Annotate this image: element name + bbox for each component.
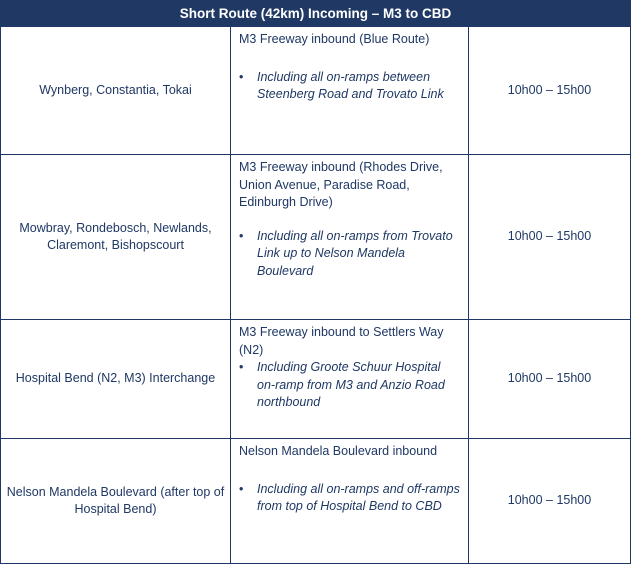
route-cell	[231, 439, 469, 564]
route-note-text: Including all on-ramps between Steenberg Road and Trovato Link	[257, 69, 444, 101]
route-name: M3 Freeway inbound (Blue Route)	[239, 32, 430, 46]
time-cell: 10h00 – 15h00	[469, 439, 631, 564]
table-row	[1, 155, 631, 320]
bullet-icon: •	[239, 360, 244, 374]
area-cell: Nelson Mandela Boulevard (after top of Hospital Bend)	[1, 439, 231, 564]
bullet-icon: •	[239, 481, 244, 496]
route-name: M3 Freeway inbound to Settlers Way (N2)	[239, 325, 444, 357]
route-note	[239, 228, 460, 281]
bullet-icon: •	[239, 228, 244, 243]
area-cell: Wynberg, Constantia, Tokai	[1, 27, 231, 155]
route-cell	[231, 320, 469, 439]
time-cell: 10h00 – 15h00	[469, 155, 631, 320]
route-note-text: Including Groote Schuur Hospital on-ramp from M3 and Anzio Road northbound	[257, 360, 445, 409]
route-note-text: Including all on-ramps from Trovato Link up to Nelson Mandela Boulevard	[257, 228, 453, 278]
route-note	[239, 359, 460, 412]
bullet-icon: •	[239, 69, 244, 84]
table-header-row	[1, 1, 631, 27]
area-cell: Mowbray, Rondebosch, Newlands, Claremont, Bishopscourt	[1, 155, 231, 320]
route-name: M3 Freeway inbound (Rhodes Drive, Union Avenue, Paradise Road, Edinburgh Drive)	[239, 160, 443, 209]
route-name: Nelson Mandela Boulevard inbound	[239, 444, 438, 458]
time-cell: 10h00 – 15h00	[469, 27, 631, 155]
route-cell	[231, 155, 469, 320]
time-cell: 10h00 – 15h00	[469, 320, 631, 439]
route-note-text: Including all on-ramps and off-ramps from top of Hospital Bend to CBD	[257, 481, 460, 513]
route-cell	[231, 27, 469, 155]
area-cell: Hospital Bend (N2, M3) Interchange	[1, 320, 231, 439]
table-title: Short Route (42km) Incoming – M3 to CBD	[1, 1, 631, 27]
table-row	[1, 320, 631, 439]
route-note	[239, 69, 460, 104]
table-row	[1, 439, 631, 564]
route-note	[239, 481, 460, 516]
table-row	[1, 27, 631, 155]
